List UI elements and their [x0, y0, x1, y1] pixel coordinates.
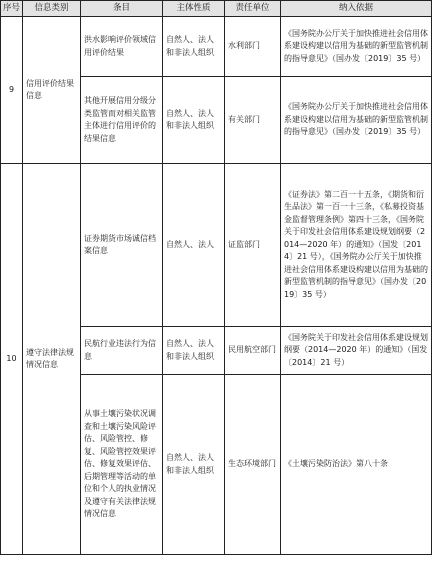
- row-number: 9: [1, 17, 23, 164]
- subject-cell: 自然人、法人和非法人组织: [163, 327, 225, 375]
- item-cell: 民航行业违法行为信息: [81, 327, 163, 375]
- subject-cell: 自然人、法人和非法人组织: [163, 375, 225, 555]
- header-category: 信息类别: [23, 1, 81, 17]
- header-subject: 主体性质: [163, 1, 225, 17]
- table-header-row: [1, 1, 432, 17]
- header-item: 条目: [81, 1, 163, 17]
- table-row: [1, 164, 432, 327]
- unit-cell: 有关部门: [225, 77, 281, 164]
- subject-cell: 自然人、法人: [163, 164, 225, 327]
- basis-cell: 《国务院关于印发社会信用体系建设规划纲要（2014—2020 年）的通知》（国发〔2014〕21 号）: [281, 327, 432, 375]
- info-category: 信用评价结果信息: [23, 17, 81, 164]
- basis-cell: 《土壤污染防治法》第八十条: [281, 375, 432, 555]
- header-unit: 责任单位: [225, 1, 281, 17]
- unit-cell: 证监部门: [225, 164, 281, 327]
- header-no: 序号: [1, 1, 23, 17]
- info-category: 遵守法律法规情况信息: [23, 164, 81, 555]
- row-number: 10: [1, 164, 23, 555]
- unit-cell: 民用航空部门: [225, 327, 281, 375]
- item-cell: 其他开展信用分级分类监管而对相关监管主体进行信用评价的结果信息: [81, 77, 163, 164]
- table-row: [1, 17, 432, 77]
- unit-cell: 水利部门: [225, 17, 281, 77]
- subject-cell: 自然人、法人和非法人组织: [163, 17, 225, 77]
- header-basis: 纳入依据: [281, 1, 432, 17]
- item-cell: 从事土壤污染状况调查和土壤污染风险评估、风险管控、修复、风险管控效果评估、修复效果评估、后期管理等活动的单位和个人的执业情况及遵守有关法律法规情况信息: [81, 375, 163, 555]
- basis-cell: 《国务院办公厅关于加快推进社会信用体系建设构建以信用为基础的新型监管机制的指导意见》（国办发〔2019〕35 号）: [281, 17, 432, 77]
- basis-cell: 《国务院办公厅关于加快推进社会信用体系建设构建以信用为基础的新型监管机制的指导意见》（国办发〔2019〕35 号）: [281, 77, 432, 164]
- item-cell: 证券期货市场诚信档案信息: [81, 164, 163, 327]
- subject-cell: 自然人、法人和非法人组织: [163, 77, 225, 164]
- unit-cell: 生态环境部门: [225, 375, 281, 555]
- item-cell: 洪水影响评价领域信用评价结果: [81, 17, 163, 77]
- basis-cell: 《证券法》第二百一十五条，《期货和衍生品法》第一百一十三条，《私募投资基金监督管理条例》第四十三条，《国务院关于印发社会信用体系建设规划纲要（2014—2020 年）的通知》（国发〔2014〕21 号），《国务院办公厅关于加快推进社会信用体系建设构建以信用为基础的新型监管机制的指导意见》（国办发〔2019〕35 号）: [281, 164, 432, 327]
